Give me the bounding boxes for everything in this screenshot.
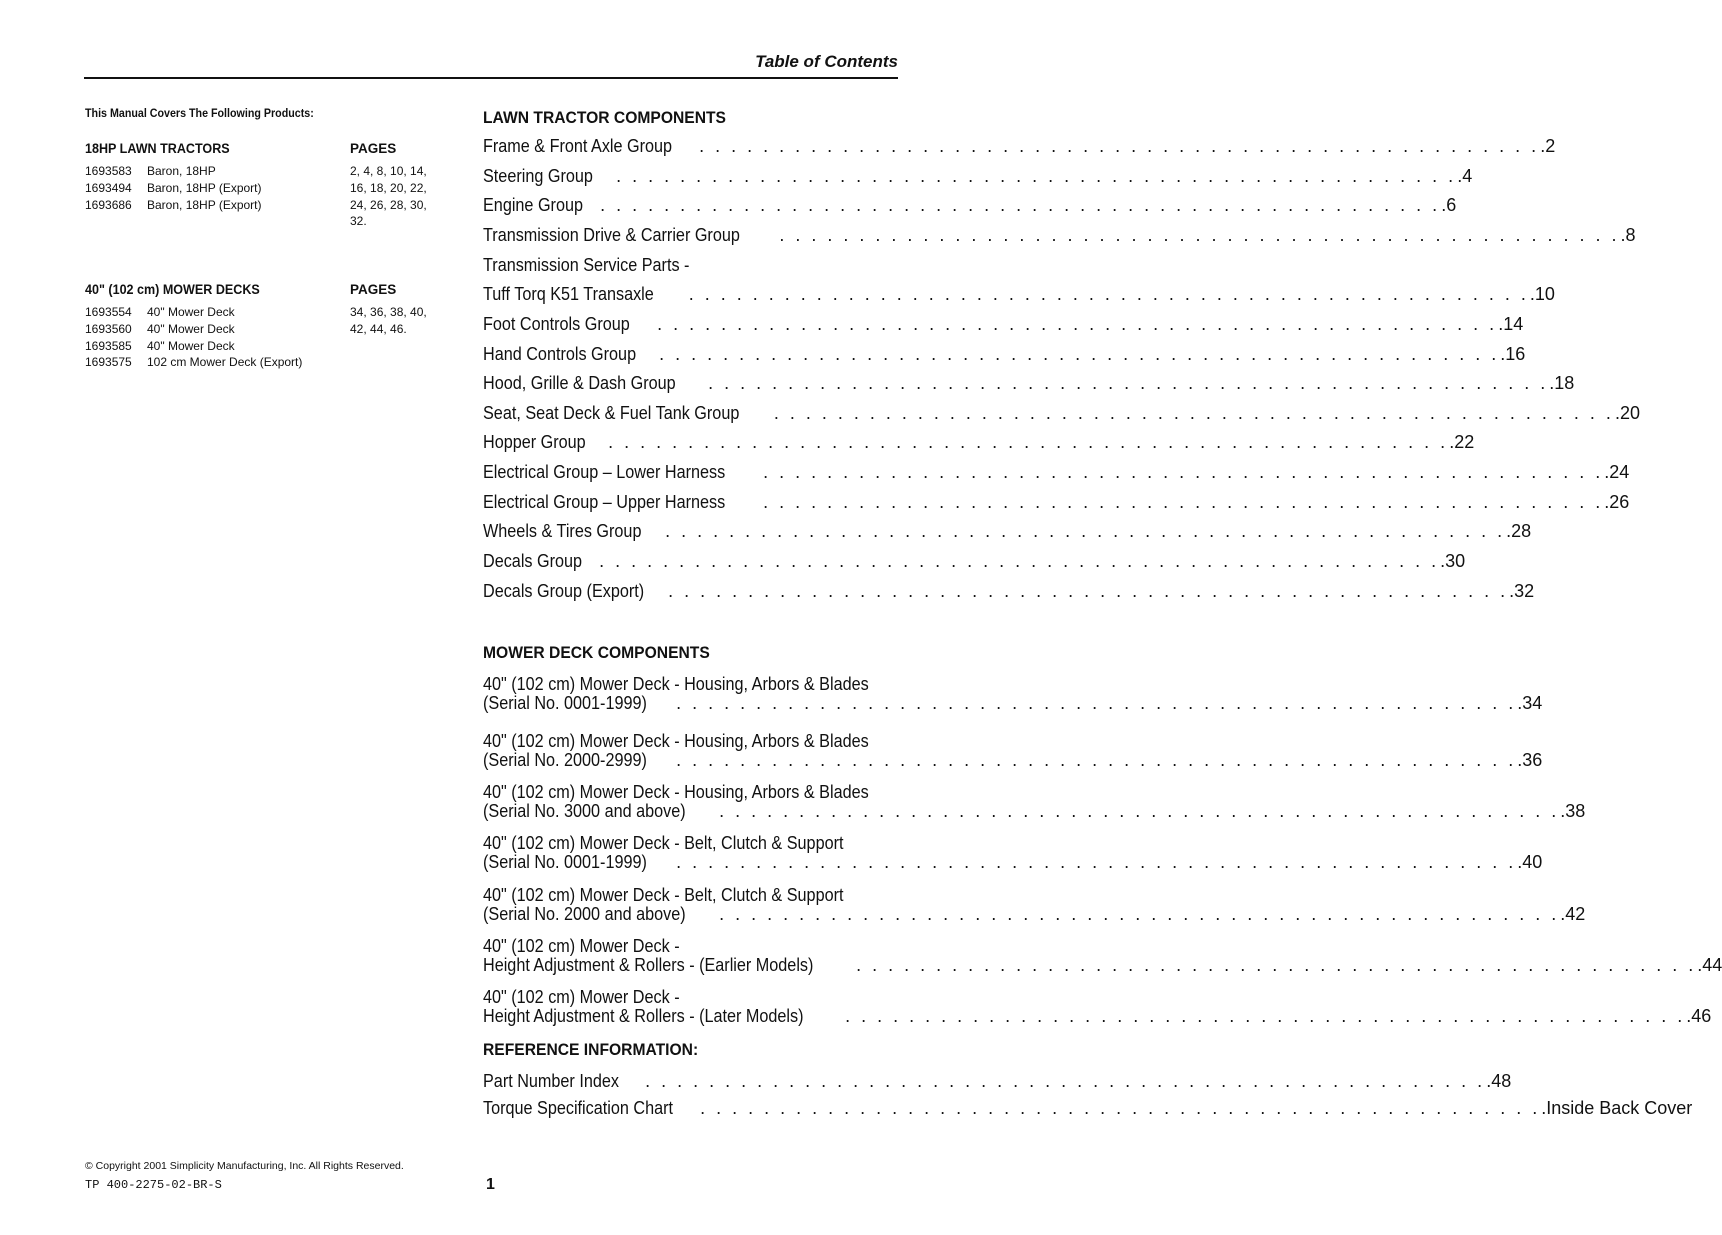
- toc-entry-title: 40" (102 cm) Mower Deck - Housing, Arbors & Blades: [483, 731, 869, 751]
- part-number: 1693575: [85, 355, 132, 370]
- dot-leader: . . . . . . . . . . . . . . . . . . . . . . . . . . . . . . . . . . . . . . . . . . . . . . . . . . . . .: [763, 492, 1604, 512]
- toc-entry-label: Electrical Group – Lower Harness: [483, 462, 730, 482]
- toc-page-number: .8: [1620, 225, 1636, 245]
- toc-page-number: .36: [1517, 750, 1543, 770]
- section-heading-reference: REFERENCE INFORMATION:: [483, 1040, 699, 1059]
- model-desc: Baron, 18HP (Export): [147, 197, 262, 212]
- toc-page-number: .38: [1560, 801, 1586, 821]
- toc-entry-label: Transmission Service Parts -: [483, 255, 690, 275]
- toc-entry-label: Engine Group: [483, 195, 583, 215]
- toc-page-number: .22: [1449, 432, 1475, 452]
- toc-page-number: .48: [1486, 1071, 1512, 1091]
- toc-entry-label: Transmission Drive & Carrier Group: [483, 225, 745, 245]
- toc-page-number: .42: [1560, 904, 1586, 924]
- document-code: TP 400-2275-02-BR-S: [85, 1178, 222, 1192]
- covers-label: This Manual Covers The Following Products:: [85, 108, 314, 120]
- toc-entry-label: Height Adjustment & Rollers - (Later Models): [483, 1006, 804, 1026]
- toc-entry-title: 40" (102 cm) Mower Deck - Housing, Arbors & Blades: [483, 782, 869, 802]
- toc-page-number: .16: [1500, 344, 1526, 364]
- pages-line: 24, 26, 28, 30,: [350, 197, 427, 212]
- toc-entry-label: (Serial No. 0001-1999): [483, 693, 652, 713]
- pages-line: 32.: [350, 214, 367, 229]
- toc-entry-label: (Serial No. 0001-1999): [483, 852, 652, 872]
- toc-entry-label: Steering Group: [483, 166, 598, 186]
- pages-label: PAGES: [350, 282, 397, 297]
- pages-line: 16, 18, 20, 22,: [350, 180, 427, 195]
- toc-entry[interactable]: [483, 674, 1543, 713]
- model-row: [85, 354, 345, 371]
- page-title: Table of Contents: [755, 52, 898, 71]
- toc-entry-label: Torque Specification Chart: [483, 1098, 674, 1118]
- dot-leader: . . . . . . . . . . . . . . . . . . . . . . . . . . . . . . . . . . . . . . . . . . . . . . . . . . . . .: [719, 801, 1560, 821]
- toc-page-number: .26: [1604, 492, 1630, 512]
- toc-page-number: .32: [1509, 581, 1535, 601]
- toc-entry-label: Hand Controls Group: [483, 344, 637, 364]
- toc-entry[interactable]: [483, 314, 1524, 334]
- toc-entry-label: Electrical Group – Upper Harness: [483, 492, 730, 512]
- model-desc: 40" Mower Deck: [147, 338, 235, 353]
- toc-page-number: .10: [1529, 284, 1555, 304]
- toc-entry-title: 40" (102 cm) Mower Deck -: [483, 936, 680, 956]
- toc-entry-title: 40" (102 cm) Mower Deck -: [483, 987, 680, 1007]
- toc-entry-label: Decals Group: [483, 551, 583, 571]
- toc-entry-label: (Serial No. 2000 and above): [483, 904, 691, 924]
- pages-line: 2, 4, 8, 10, 14,: [350, 164, 427, 178]
- toc-entry-label: Decals Group (Export): [483, 581, 645, 601]
- part-number: 1693686: [85, 197, 132, 212]
- toc-entry-title: 40" (102 cm) Mower Deck - Belt, Clutch & Support: [483, 833, 844, 853]
- section-heading-lawn: LAWN TRACTOR COMPONENTS: [483, 108, 726, 127]
- dot-leader: . . . . . . . . . . . . . . . . . . . . . . . . . . . . . . . . . . . . . . . . . . . . . . . . . . . . .: [599, 551, 1440, 571]
- toc-entry[interactable]: [483, 195, 1457, 215]
- dot-leader: . . . . . . . . . . . . . . . . . . . . . . . . . . . . . . . . . . . . . . . . . . . . . . . . . . . . .: [657, 314, 1498, 334]
- pages-list: [350, 304, 442, 338]
- toc-entry-label: Tuff Torq K51 Transaxle: [483, 284, 663, 304]
- model-row: [85, 304, 345, 321]
- model-desc: 40" Mower Deck: [147, 321, 235, 336]
- toc-entry[interactable]: [483, 136, 1556, 156]
- dot-leader: . . . . . . . . . . . . . . . . . . . . . . . . . . . . . . . . . . . . . . . . . . . . . . . . . . . . .: [763, 462, 1604, 482]
- toc-page-number: .28: [1506, 521, 1532, 541]
- group-name: 40" (102 cm) MOWER DECKS: [85, 282, 260, 297]
- page-number: 1: [486, 1176, 495, 1193]
- part-number: 1693583: [85, 164, 132, 178]
- dot-leader: . . . . . . . . . . . . . . . . . . . . . . . . . . . . . . . . . . . . . . . . . . . . . . . . . . . . .: [699, 136, 1540, 156]
- toc-entry-label: Seat, Seat Deck & Fuel Tank Group: [483, 403, 740, 423]
- toc-entry[interactable]: [483, 1071, 1512, 1091]
- toc-page-number: .24: [1604, 462, 1630, 482]
- toc-column: [483, 106, 1722, 1118]
- toc-entry-label: Height Adjustment & Rollers - (Earlier Models): [483, 955, 814, 975]
- toc-entry[interactable]: [483, 462, 1630, 482]
- model-desc: 102 cm Mower Deck (Export): [147, 355, 303, 370]
- section-heading-mower: MOWER DECK COMPONENTS: [483, 643, 710, 662]
- dot-leader: . . . . . . . . . . . . . . . . . . . . . . . . . . . . . . . . . . . . . . . . . . . . . . . . . . . . .: [668, 581, 1509, 601]
- pages-line: 34, 36, 38, 40,: [350, 305, 427, 319]
- dot-leader: . . . . . . . . . . . . . . . . . . . . . . . . . . . . . . . . . . . . . . . . . . . . . . . . . . . . .: [688, 284, 1529, 304]
- toc-entry-label: Foot Controls Group: [483, 314, 635, 334]
- toc-page-number: .40: [1517, 852, 1543, 872]
- group-name: 18HP LAWN TRACTORS: [85, 141, 230, 156]
- toc-page-number: .44: [1697, 955, 1722, 975]
- part-number: 1693554: [85, 305, 132, 319]
- toc-entry[interactable]: [483, 1098, 1693, 1118]
- toc-entry[interactable]: [483, 166, 1473, 186]
- part-number: 1693560: [85, 321, 132, 336]
- toc-entry-label: (Serial No. 3000 and above): [483, 801, 691, 821]
- toc-entry[interactable]: [483, 225, 1636, 245]
- model-row: [85, 163, 345, 180]
- toc-page-number: .4: [1457, 166, 1473, 186]
- toc-entry[interactable]: [483, 551, 1466, 571]
- toc-page-number: .Inside Back Cover: [1541, 1098, 1693, 1118]
- dot-leader: . . . . . . . . . . . . . . . . . . . . . . . . . . . . . . . . . . . . . . . . . . . . . . . . . . . . .: [600, 195, 1441, 215]
- model-desc: 40" Mower Deck: [147, 305, 235, 319]
- dot-leader: . . . . . . . . . . . . . . . . . . . . . . . . . . . . . . . . . . . . . . . . . . . . . . . . . . . . .: [645, 1071, 1486, 1091]
- toc-entry-label: Part Number Index: [483, 1071, 624, 1091]
- toc-page-number: .20: [1614, 403, 1640, 423]
- toc-entry[interactable]: [483, 521, 1532, 541]
- dot-leader: . . . . . . . . . . . . . . . . . . . . . . . . . . . . . . . . . . . . . . . . . . . . . . . . . . . . .: [708, 373, 1549, 393]
- toc-entry[interactable]: [483, 731, 1543, 770]
- toc-page-number: .30: [1440, 551, 1466, 571]
- toc-entry[interactable]: [483, 987, 1712, 1026]
- dot-leader: . . . . . . . . . . . . . . . . . . . . . . . . . . . . . . . . . . . . . . . . . . . . . . . . . . . . .: [659, 344, 1500, 364]
- product-group-decks: [85, 282, 445, 370]
- toc-entry[interactable]: [483, 284, 1555, 304]
- model-desc: Baron, 18HP: [147, 164, 216, 178]
- dot-leader: . . . . . . . . . . . . . . . . . . . . . . . . . . . . . . . . . . . . . . . . . . . . . . . . . . . . .: [719, 904, 1560, 924]
- dot-leader: . . . . . . . . . . . . . . . . . . . . . . . . . . . . . . . . . . . . . . . . . . . . . . . . . . . . .: [608, 432, 1449, 452]
- model-row: [85, 180, 345, 197]
- model-row: [85, 321, 345, 338]
- products-column: [85, 108, 445, 370]
- toc-entry[interactable]: [483, 373, 1575, 393]
- toc-page-number: .14: [1498, 314, 1524, 334]
- dot-leader: . . . . . . . . . . . . . . . . . . . . . . . . . . . . . . . . . . . . . . . . . . . . . . . . . . . . .: [665, 521, 1506, 541]
- model-desc: Baron, 18HP (Export): [147, 180, 262, 195]
- dot-leader: . . . . . . . . . . . . . . . . . . . . . . . . . . . . . . . . . . . . . . . . . . . . . . . . . . . . .: [676, 852, 1517, 872]
- dot-leader: . . . . . . . . . . . . . . . . . . . . . . . . . . . . . . . . . . . . . . . . . . . . . . . . . . . . .: [676, 750, 1517, 770]
- toc-page-number: .46: [1686, 1006, 1712, 1026]
- dot-leader: . . . . . . . . . . . . . . . . . . . . . . . . . . . . . . . . . . . . . . . . . . . . . . . . . . . . .: [676, 693, 1517, 713]
- toc-entry[interactable]: [483, 256, 894, 275]
- pages-line: 42, 44, 46.: [350, 321, 407, 336]
- toc-page-number: .34: [1517, 693, 1543, 713]
- model-row: [85, 338, 345, 355]
- toc-entry-label: Hopper Group: [483, 432, 591, 452]
- toc-entry[interactable]: [483, 403, 1640, 423]
- toc-entry[interactable]: [483, 492, 1630, 512]
- toc-entry-title: 40" (102 cm) Mower Deck - Belt, Clutch & Support: [483, 885, 844, 905]
- toc-entry[interactable]: [483, 885, 1586, 924]
- dot-leader: . . . . . . . . . . . . . . . . . . . . . . . . . . . . . . . . . . . . . . . . . . . . . . . . . . . . .: [845, 1006, 1686, 1026]
- toc-entry[interactable]: [483, 344, 1526, 364]
- toc-entry-label: Frame & Front Axle Group: [483, 136, 673, 156]
- toc-entry-label: (Serial No. 2000-2999): [483, 750, 652, 770]
- dot-leader: . . . . . . . . . . . . . . . . . . . . . . . . . . . . . . . . . . . . . . . . . . . . . . . . . . . . .: [616, 166, 1457, 186]
- toc-entry[interactable]: [483, 936, 1722, 975]
- toc-entry[interactable]: [483, 833, 1543, 872]
- toc-page-number: .6: [1441, 195, 1457, 215]
- model-row: [85, 197, 345, 214]
- part-number: 1693494: [85, 180, 132, 195]
- dot-leader: . . . . . . . . . . . . . . . . . . . . . . . . . . . . . . . . . . . . . . . . . . . . . . . . . . . . .: [856, 955, 1697, 975]
- dot-leader: . . . . . . . . . . . . . . . . . . . . . . . . . . . . . . . . . . . . . . . . . . . . . . . . . . . . .: [700, 1098, 1541, 1118]
- pages-list: [350, 163, 442, 230]
- header-rule: [84, 77, 898, 79]
- dot-leader: . . . . . . . . . . . . . . . . . . . . . . . . . . . . . . . . . . . . . . . . . . . . . . . . . . . . .: [773, 403, 1614, 423]
- toc-entry[interactable]: [483, 432, 1475, 452]
- copyright-notice: © Copyright 2001 Simplicity Manufacturing, Inc. All Rights Reserved.: [85, 1160, 404, 1172]
- toc-entry[interactable]: [483, 782, 1586, 821]
- toc-entry-label: Wheels & Tires Group: [483, 521, 642, 541]
- toc-entry-title: 40" (102 cm) Mower Deck - Housing, Arbors & Blades: [483, 674, 869, 694]
- part-number: 1693585: [85, 338, 132, 353]
- product-group-tractors: [85, 141, 445, 229]
- pages-label: PAGES: [350, 141, 397, 156]
- toc-page-number: .2: [1540, 136, 1556, 156]
- dot-leader: . . . . . . . . . . . . . . . . . . . . . . . . . . . . . . . . . . . . . . . . . . . . . . . . . . . . .: [779, 225, 1620, 245]
- toc-entry[interactable]: [483, 581, 1535, 601]
- toc-entry-label: Hood, Grille & Dash Group: [483, 373, 681, 393]
- toc-page-number: .18: [1549, 373, 1575, 393]
